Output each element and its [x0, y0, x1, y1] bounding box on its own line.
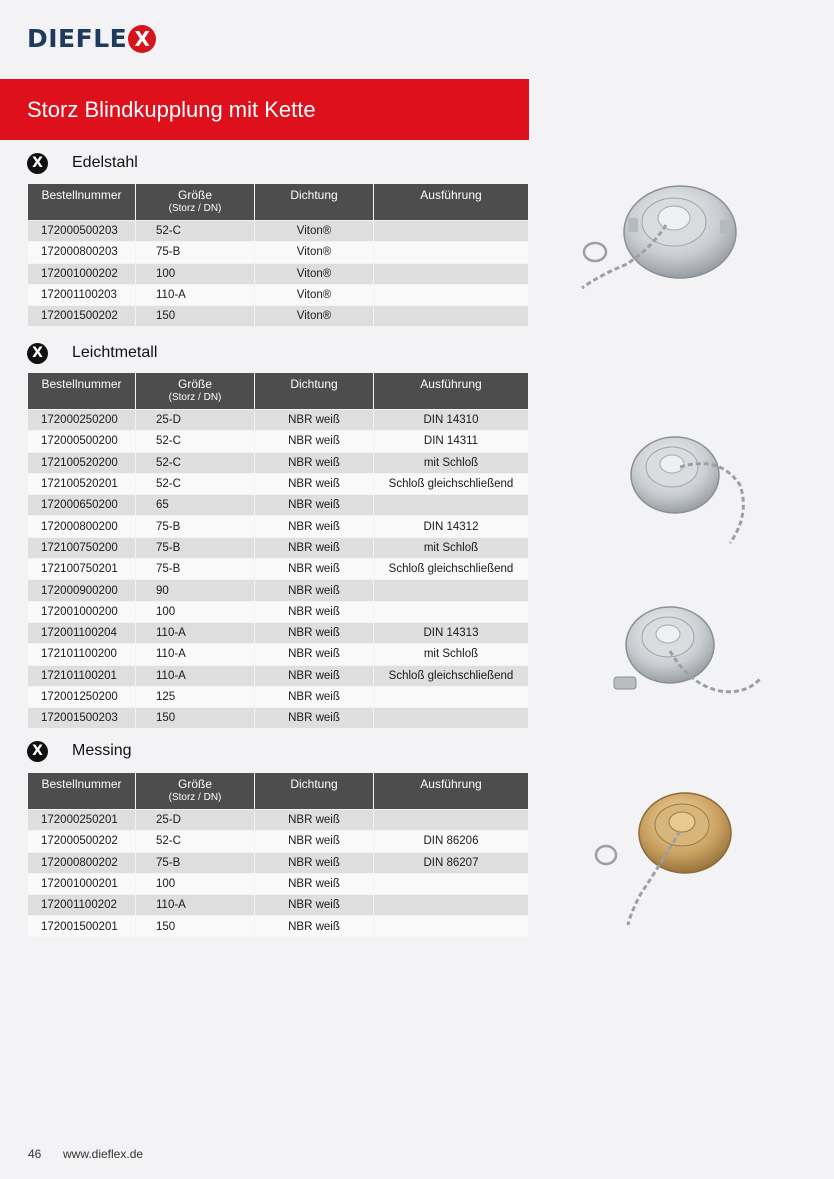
- section-title: Leichtmetall: [72, 344, 158, 361]
- section-heading-messing: [27, 739, 132, 763]
- order-number-cell: 172100520200: [28, 453, 135, 473]
- order-number-cell: 172101100200: [28, 644, 135, 664]
- size-cell: 150: [136, 708, 254, 728]
- seal-cell: NBR weiß: [255, 623, 373, 643]
- table-row: [28, 474, 528, 494]
- version-cell: [374, 687, 528, 707]
- seal-cell: Viton®: [255, 306, 373, 326]
- table-row: [28, 602, 528, 622]
- footer-url: www.dieflex.de: [63, 1147, 144, 1161]
- table-row: [28, 895, 528, 915]
- order-number-cell: 172001500201: [28, 916, 135, 936]
- size-cell: 110-A: [136, 666, 254, 686]
- table-header-row: [28, 773, 528, 809]
- seal-cell: Viton®: [255, 285, 373, 305]
- order-number-cell: 172101100201: [28, 666, 135, 686]
- version-cell: DIN 14310: [374, 410, 528, 430]
- order-number-cell: 172000800200: [28, 516, 135, 536]
- seal-cell: Viton®: [255, 264, 373, 284]
- table-row: [28, 666, 528, 686]
- column-header-version: Ausführung: [374, 373, 528, 409]
- order-number-cell: 172001500203: [28, 708, 135, 728]
- order-number-cell: 172100750201: [28, 559, 135, 579]
- seal-cell: NBR weiß: [255, 580, 373, 600]
- order-number-cell: 172001100203: [28, 285, 135, 305]
- version-cell: [374, 495, 528, 515]
- column-header-version: Ausführung: [374, 184, 528, 220]
- brand-logo-x-mark: X: [128, 25, 156, 53]
- order-number-cell: 172000500200: [28, 431, 135, 451]
- table-row: [28, 874, 528, 894]
- table-row: [28, 306, 528, 326]
- seal-cell: NBR weiß: [255, 538, 373, 558]
- order-number-cell: 172001100204: [28, 623, 135, 643]
- table-row: [28, 644, 528, 664]
- table-header-row: [28, 373, 528, 409]
- version-cell: [374, 306, 528, 326]
- version-cell: [374, 810, 528, 830]
- size-cell: 100: [136, 602, 254, 622]
- version-cell: DIN 14311: [374, 431, 528, 451]
- product-photo-stainless-cap: [570, 180, 820, 330]
- seal-cell: NBR weiß: [255, 602, 373, 622]
- size-cell: 75-B: [136, 538, 254, 558]
- seal-cell: NBR weiß: [255, 453, 373, 473]
- version-cell: mit Schloß: [374, 538, 528, 558]
- order-number-cell: 172000250201: [28, 810, 135, 830]
- column-header-order-number: Bestellnummer: [28, 773, 135, 809]
- brand-logo: [27, 24, 156, 54]
- table-row: [28, 264, 528, 284]
- section-title: Messing: [72, 742, 132, 759]
- column-header-size: Größe (Storz / DN): [136, 773, 254, 809]
- seal-cell: NBR weiß: [255, 831, 373, 851]
- order-number-cell: 172100750200: [28, 538, 135, 558]
- table-row: [28, 516, 528, 536]
- section-heading-leichtmetall: [27, 341, 157, 365]
- x-bullet-icon: X: [27, 343, 48, 364]
- version-cell: [374, 708, 528, 728]
- column-header-size-note: (Storz / DN): [168, 203, 222, 214]
- version-cell: Schloß gleichschließend: [374, 666, 528, 686]
- seal-cell: NBR weiß: [255, 431, 373, 451]
- size-cell: 110-A: [136, 644, 254, 664]
- spec-table-leichtmetall: [27, 372, 529, 729]
- column-header-seal: Dichtung: [255, 373, 373, 409]
- version-cell: DIN 86207: [374, 853, 528, 873]
- spec-table-messing: [27, 772, 529, 938]
- page-title: Storz Blindkupplung mit Kette: [27, 97, 316, 122]
- column-header-size-note: (Storz / DN): [168, 792, 222, 803]
- order-number-cell: 172001000202: [28, 264, 135, 284]
- order-number-cell: 172001000200: [28, 602, 135, 622]
- x-bullet-icon: X: [27, 153, 48, 174]
- seal-cell: NBR weiß: [255, 853, 373, 873]
- size-cell: 52-C: [136, 453, 254, 473]
- order-number-cell: 172001100202: [28, 895, 135, 915]
- table-row: [28, 916, 528, 936]
- table-row: [28, 431, 528, 451]
- version-cell: DIN 14313: [374, 623, 528, 643]
- size-cell: 100: [136, 874, 254, 894]
- size-cell: 125: [136, 687, 254, 707]
- order-number-cell: 172000500202: [28, 831, 135, 851]
- size-cell: 65: [136, 495, 254, 515]
- size-cell: 75-B: [136, 853, 254, 873]
- seal-cell: NBR weiß: [255, 708, 373, 728]
- size-cell: 110-A: [136, 895, 254, 915]
- table-row: [28, 810, 528, 830]
- order-number-cell: 172000250200: [28, 410, 135, 430]
- table-row: [28, 221, 528, 241]
- table-row: [28, 831, 528, 851]
- size-cell: 52-C: [136, 474, 254, 494]
- order-number-cell: 172000800202: [28, 853, 135, 873]
- table-row: [28, 559, 528, 579]
- table-row: [28, 623, 528, 643]
- seal-cell: NBR weiß: [255, 410, 373, 430]
- version-cell: DIN 14312: [374, 516, 528, 536]
- version-cell: [374, 916, 528, 936]
- table-header-row: [28, 184, 528, 220]
- table-row: [28, 538, 528, 558]
- product-photo-light-metal-cap: [600, 425, 770, 565]
- product-photo-light-metal-cap-with-lock: [600, 595, 770, 720]
- size-cell: 25-D: [136, 410, 254, 430]
- version-cell: [374, 895, 528, 915]
- order-number-cell: 172000800203: [28, 242, 135, 262]
- seal-cell: NBR weiß: [255, 874, 373, 894]
- column-header-order-number: Bestellnummer: [28, 373, 135, 409]
- column-header-seal: Dichtung: [255, 184, 373, 220]
- size-cell: 90: [136, 580, 254, 600]
- seal-cell: NBR weiß: [255, 916, 373, 936]
- size-cell: 52-C: [136, 831, 254, 851]
- size-cell: 25-D: [136, 810, 254, 830]
- table-row: [28, 495, 528, 515]
- x-bullet-icon: X: [27, 741, 48, 762]
- table-row: [28, 242, 528, 262]
- size-cell: 110-A: [136, 285, 254, 305]
- seal-cell: Viton®: [255, 242, 373, 262]
- brand-logo-text: DIEFLE: [27, 24, 128, 53]
- table-row: [28, 285, 528, 305]
- seal-cell: NBR weiß: [255, 644, 373, 664]
- order-number-cell: 172001250200: [28, 687, 135, 707]
- column-header-size: Größe (Storz / DN): [136, 373, 254, 409]
- table-row: [28, 410, 528, 430]
- size-cell: 110-A: [136, 623, 254, 643]
- page-number: 46: [28, 1147, 42, 1161]
- size-cell: 75-B: [136, 559, 254, 579]
- version-cell: [374, 874, 528, 894]
- column-header-size-note: (Storz / DN): [168, 392, 222, 403]
- version-cell: [374, 602, 528, 622]
- table-row: [28, 708, 528, 728]
- version-cell: [374, 221, 528, 241]
- seal-cell: NBR weiß: [255, 516, 373, 536]
- version-cell: Schloß gleichschließend: [374, 559, 528, 579]
- seal-cell: NBR weiß: [255, 895, 373, 915]
- order-number-cell: 172000900200: [28, 580, 135, 600]
- column-header-seal: Dichtung: [255, 773, 373, 809]
- seal-cell: Viton®: [255, 221, 373, 241]
- product-photo-brass-cap: [590, 785, 760, 935]
- order-number-cell: 172100520201: [28, 474, 135, 494]
- seal-cell: NBR weiß: [255, 687, 373, 707]
- seal-cell: NBR weiß: [255, 666, 373, 686]
- seal-cell: NBR weiß: [255, 559, 373, 579]
- title-banner: [0, 79, 529, 140]
- size-cell: 100: [136, 264, 254, 284]
- version-cell: [374, 242, 528, 262]
- size-cell: 75-B: [136, 242, 254, 262]
- order-number-cell: 172000650200: [28, 495, 135, 515]
- table-row: [28, 853, 528, 873]
- size-cell: 52-C: [136, 431, 254, 451]
- version-cell: mit Schloß: [374, 453, 528, 473]
- seal-cell: NBR weiß: [255, 474, 373, 494]
- column-header-order-number: Bestellnummer: [28, 184, 135, 220]
- size-cell: 75-B: [136, 516, 254, 536]
- order-number-cell: 172000500203: [28, 221, 135, 241]
- size-cell: 150: [136, 306, 254, 326]
- version-cell: [374, 580, 528, 600]
- version-cell: Schloß gleichschließend: [374, 474, 528, 494]
- size-cell: 150: [136, 916, 254, 936]
- column-header-size: Größe (Storz / DN): [136, 184, 254, 220]
- seal-cell: NBR weiß: [255, 495, 373, 515]
- table-row: [28, 687, 528, 707]
- version-cell: DIN 86206: [374, 831, 528, 851]
- size-cell: 52-C: [136, 221, 254, 241]
- spec-table-edelstahl: [27, 183, 529, 327]
- table-row: [28, 453, 528, 473]
- version-cell: mit Schloß: [374, 644, 528, 664]
- version-cell: [374, 285, 528, 305]
- section-heading-edelstahl: [27, 151, 138, 175]
- order-number-cell: 172001500202: [28, 306, 135, 326]
- order-number-cell: 172001000201: [28, 874, 135, 894]
- seal-cell: NBR weiß: [255, 810, 373, 830]
- section-title: Edelstahl: [72, 154, 138, 171]
- table-row: [28, 580, 528, 600]
- version-cell: [374, 264, 528, 284]
- column-header-version: Ausführung: [374, 773, 528, 809]
